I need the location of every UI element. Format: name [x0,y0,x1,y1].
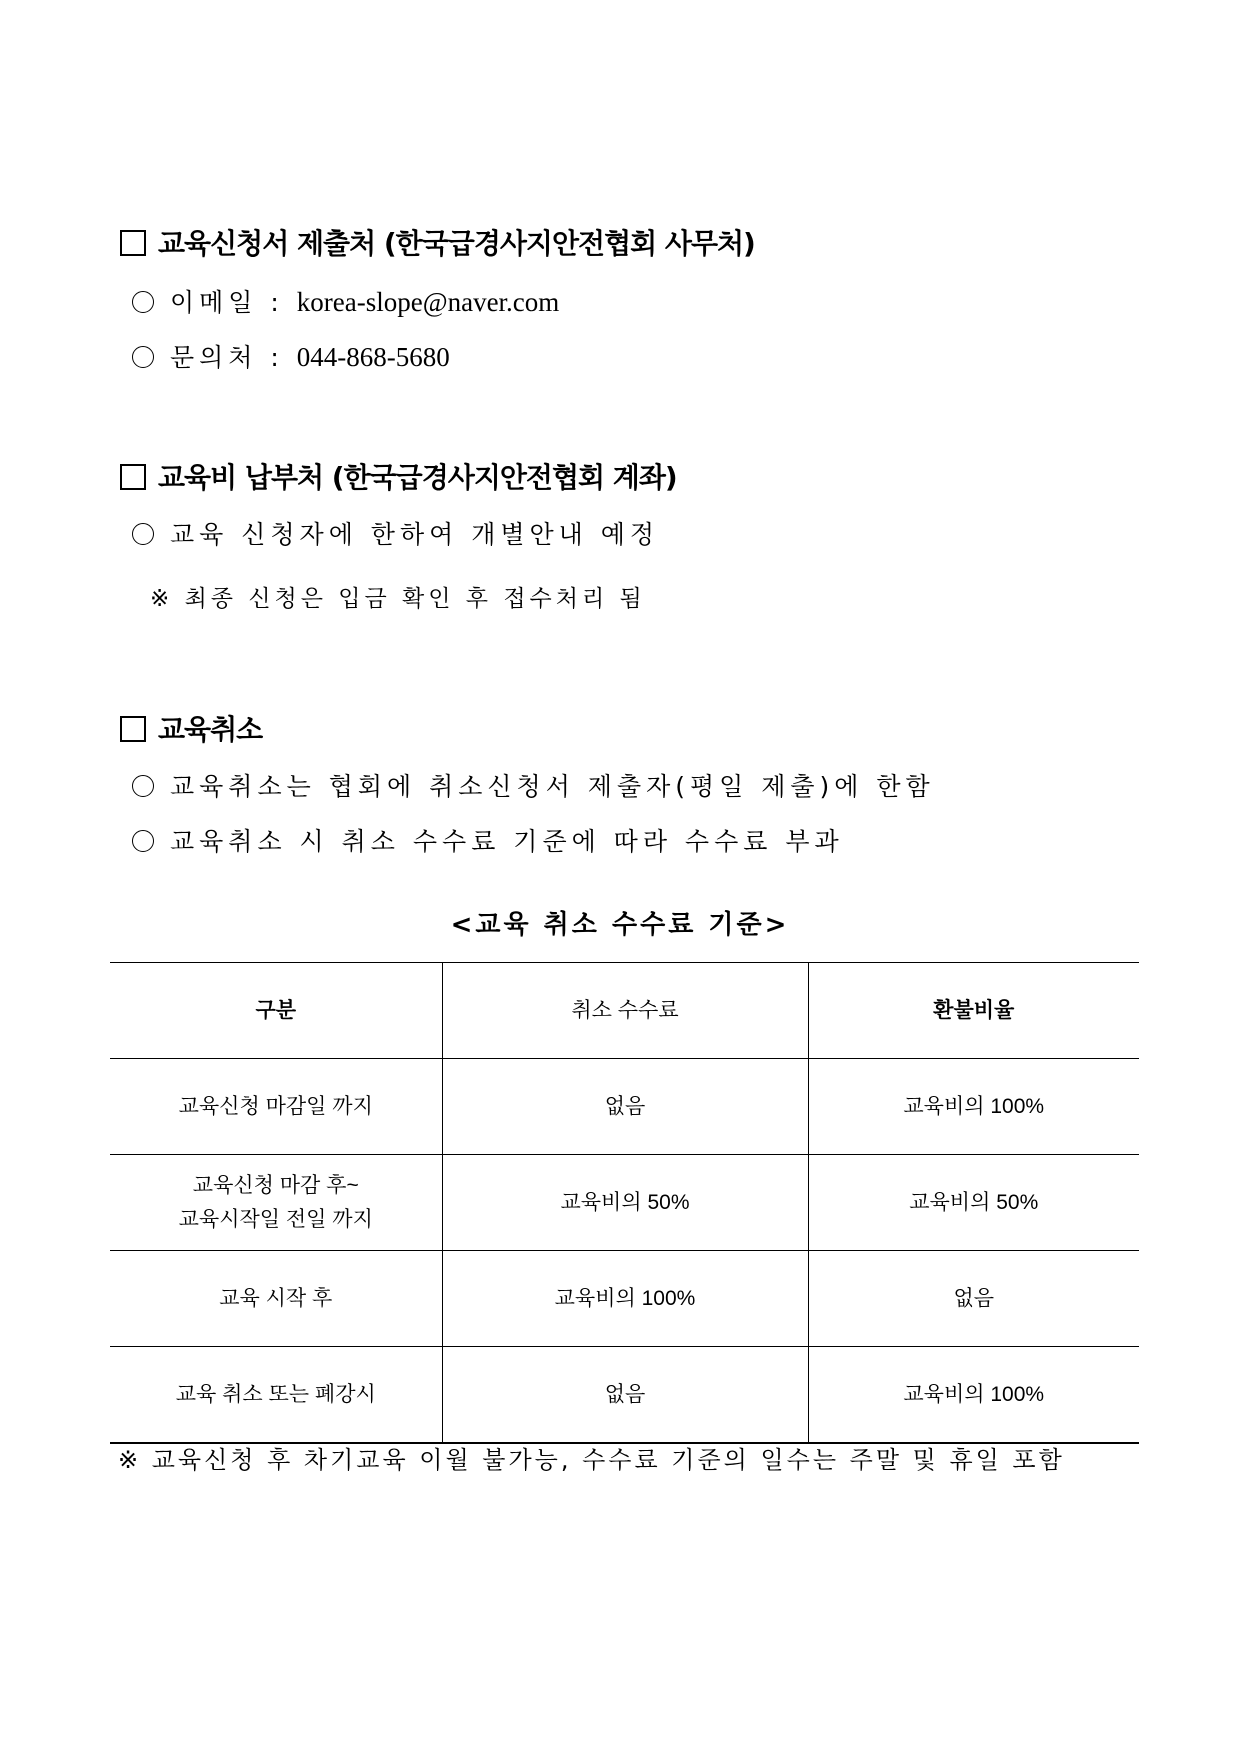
circle-bullet-icon [132,830,154,852]
row-cancel-fee: 없음 [442,1347,808,1444]
cancellation-fee-table [110,962,1139,1444]
section-title: 교육비 납부처 (한국급경사지안전협회 계좌) [158,461,677,494]
table-row [110,1347,1139,1444]
row-cancel-fee: 교육비의 50% [442,1155,808,1251]
phone-number: 044-868-5680 [296,342,450,372]
table-row [110,1155,1139,1251]
circle-bullet-icon [132,775,154,797]
row-cancel-fee: 교육비의 100% [442,1251,808,1347]
payment-item [132,518,659,552]
row-refund-rate: 교육비의 50% [808,1155,1139,1251]
phone-label: 문의처 : [170,343,297,372]
row-category: 교육 시작 후 [110,1251,442,1347]
header-refund-rate: 환불비율 [808,963,1139,1059]
circle-bullet-icon [132,523,154,545]
phone-line [132,340,450,374]
header-category: 구분 [110,963,442,1059]
checkbox-square-icon [120,230,146,256]
table-row [110,1251,1139,1347]
section-title: 교육신청서 제출처 (한국급경사지안전협회 사무처) [158,227,755,260]
table-title: <교육 취소 수수료 기준> [450,910,790,940]
cancel-item-1 [132,770,935,804]
row-cancel-fee: 없음 [442,1059,808,1155]
email-label: 이메일 : [170,288,297,317]
payment-item-text: 교육 신청자에 한하여 개별안내 예정 [170,520,660,549]
section-heading-payment [120,460,677,496]
cancel-item-text: 교육취소는 협회에 취소신청서 제출자(평일 제출)에 한함 [170,772,935,801]
row-category: 교육신청 마감 후~ 교육시작일 전일 까지 [110,1155,442,1251]
footer-note: ※ 교육신청 후 차기교육 이월 불가능, 수수료 기준의 일수는 주말 및 휴일 포함 [118,1446,1065,1474]
table-header-row [110,963,1139,1059]
section-title: 교육취소 [158,713,263,746]
circle-bullet-icon [132,291,154,313]
section-heading-cancel [120,712,262,748]
section-heading-submission [120,226,755,262]
header-cancel-fee: 취소 수수료 [442,963,808,1059]
checkbox-square-icon [120,464,146,490]
email-address: korea-slope@naver.com [296,287,560,317]
payment-note: ※ 최종 신청은 입금 확인 후 접수처리 됨 [150,586,646,612]
table-row [110,1059,1139,1155]
row-category: 교육 취소 또는 폐강시 [110,1347,442,1444]
cancel-item-2 [132,825,844,859]
row-category: 교육신청 마감일 까지 [110,1059,442,1155]
row-refund-rate: 교육비의 100% [808,1059,1139,1155]
cancel-item-text: 교육취소 시 취소 수수료 기준에 따라 수수료 부과 [170,827,844,856]
row-refund-rate: 교육비의 100% [808,1347,1139,1444]
email-line [132,285,559,319]
checkbox-square-icon [120,716,146,742]
row-refund-rate: 없음 [808,1251,1139,1347]
circle-bullet-icon [132,346,154,368]
